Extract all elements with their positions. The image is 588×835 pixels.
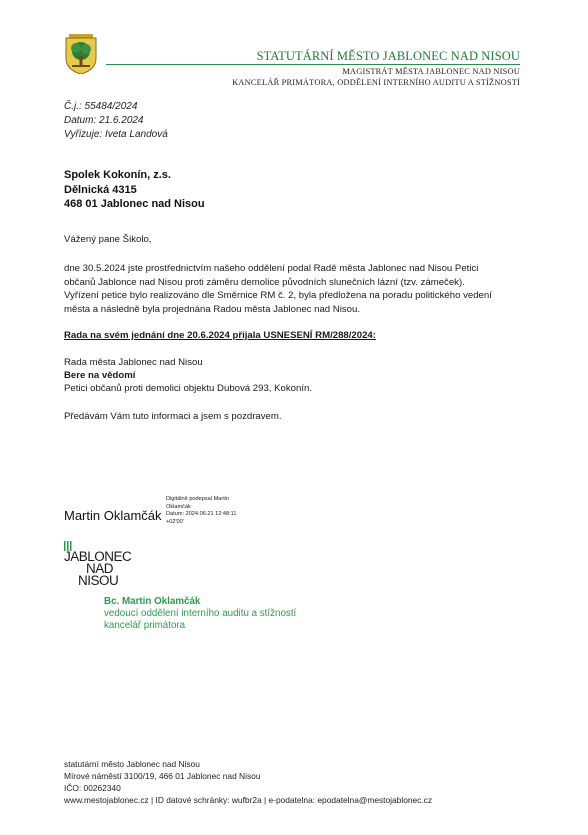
document-date: Datum: 21.6.2024 [64, 115, 144, 126]
signature-detail-line: Datum: 2024.06.21 12:48:11 [166, 511, 237, 518]
digital-signature-name: Martin Oklamčák [64, 508, 162, 523]
paragraph-line: občanů Jablonce nad Nisou proti záměru demolice původních slunečních lázní (tzv. zámeček). [64, 276, 465, 288]
case-number: Č.j.: 55484/2024 [64, 101, 138, 112]
city-crest-icon [64, 34, 98, 74]
closing-sentence: Předávám Vám tuto informaci a jsem s pozdravem. [64, 411, 282, 422]
paragraph-line: města a následně byla projednána Radou města Jablonec nad Nisou. [64, 304, 361, 316]
resolution-subject: Petici občanů proti demolici objektu Dubová 293, Kokonín. [64, 383, 312, 394]
office-line-department: KANCELÁŘ PRIMÁTORA, ODDĚLENÍ INTERNÍHO AUDITU A STÍŽNOSTÍ [232, 78, 520, 87]
city-logo [64, 541, 154, 591]
addressee-street: Dělnická 4315 [64, 184, 137, 196]
official-office: kancelář primátora [104, 620, 186, 631]
digital-signature-details [166, 496, 237, 526]
logo-text-nisou: NISOU [78, 573, 119, 588]
paragraph-line: Vyřízení petice bylo realizováno dle Směrnice RM č. 2, byla předložena na poradu politického vedení [64, 290, 492, 302]
body-paragraph [64, 262, 492, 317]
footer-contacts: www.mestojablonec.cz | ID datové schránky: wufbr2a | e-podatelna: epodatelna@mestojablonec.cz [64, 795, 433, 805]
logo-text-nad: NAD [86, 561, 114, 576]
addressee-name: Spolek Kokonín, z.s. [64, 169, 171, 181]
official-role: vedoucí oddělení interního auditu a stížností [104, 608, 297, 619]
footer-entity: statutární město Jablonec nad Nisou [64, 759, 200, 769]
handled-by: Vyřizuje: Iveta Landová [64, 129, 168, 140]
logo-text-jablonec: JABLONEC [64, 549, 132, 564]
signature-detail-line: Digitálně podepsal Martin [166, 496, 230, 502]
signature-detail-line: +02'00' [166, 518, 184, 525]
resolution-body: Rada města Jablonec nad Nisou [64, 357, 203, 368]
greeting: Vážený pane Šikolo, [64, 234, 152, 245]
resolution-heading: Rada na svém jednání dne 20.6.2024 přijala USNESENÍ RM/288/2024: [64, 330, 376, 341]
header-divider [106, 64, 520, 65]
footer-ico: IČO: 00262340 [64, 783, 121, 793]
city-title: STATUTÁRNÍ MĚSTO JABLONEC NAD NISOU [256, 49, 520, 63]
office-line-magistrate: MAGISTRÁT MĚSTA JABLONEC NAD NISOU [342, 67, 520, 76]
footer-address: Mírové náměstí 3100/19, 466 01 Jablonec nad Nisou [64, 771, 261, 781]
resolution-action: Bere na vědomí [64, 370, 136, 381]
paragraph-line: dne 30.5.2024 jste prostřednictvím našeho oddělení podal Radě města Jablonec nad Nisou Petici [64, 263, 479, 274]
addressee-city: 468 01 Jablonec nad Nisou [64, 198, 205, 210]
official-name: Bc. Martin Oklamčák [104, 596, 201, 607]
signature-detail-line: Oklamčák [166, 503, 191, 510]
